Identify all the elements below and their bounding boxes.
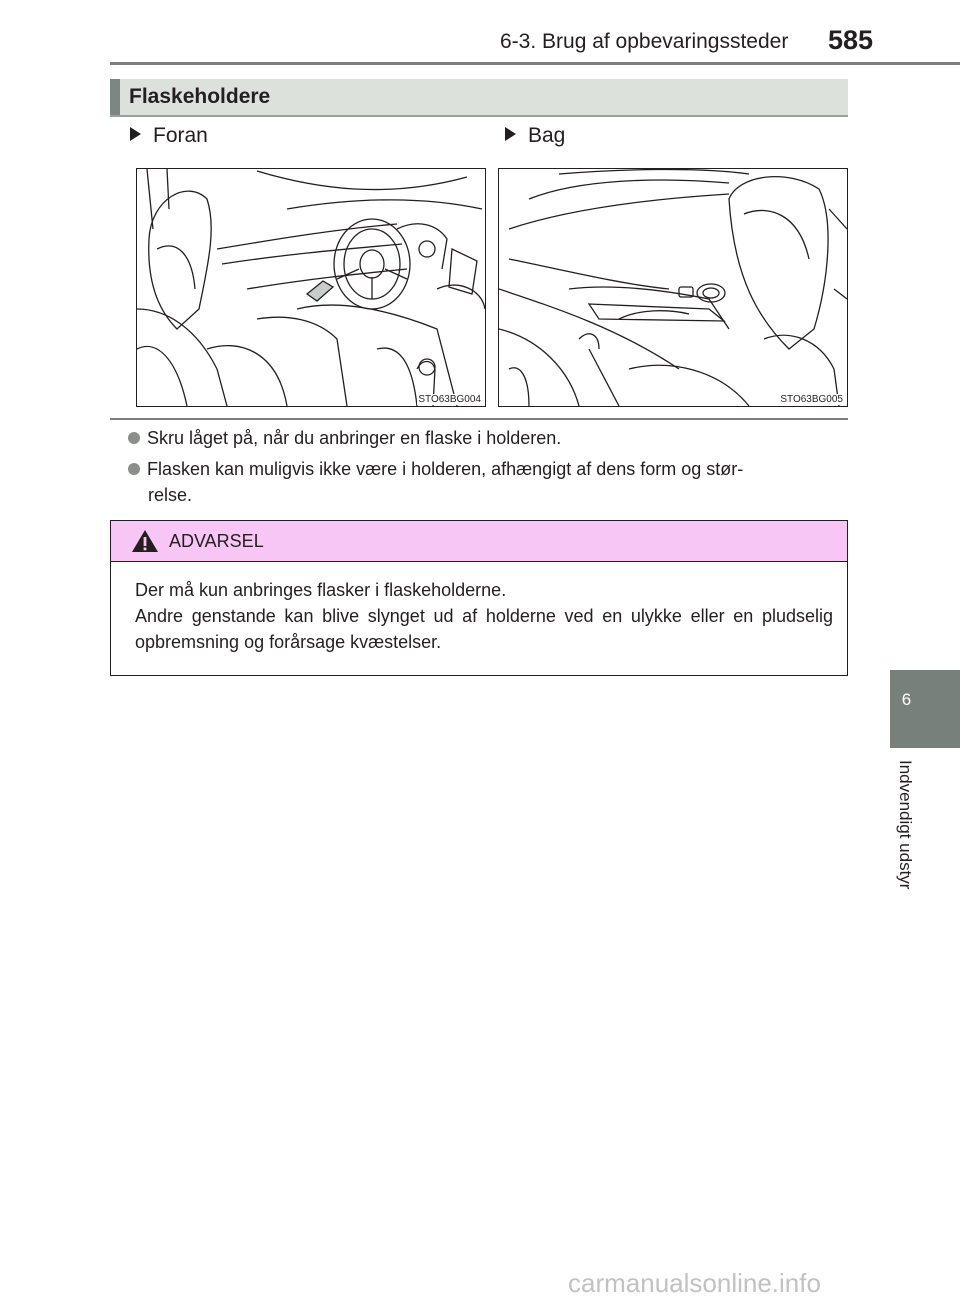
bullet-dot-icon xyxy=(128,463,140,475)
watermark: carmanualsonline.info xyxy=(568,1268,821,1298)
sub-label-front xyxy=(130,124,208,148)
warning-text-1: Der må kun anbringes flasker i flaskeholderne. xyxy=(135,580,507,600)
chapter-label: Indvendigt udstyr xyxy=(896,760,915,890)
illustration-code-front: STO63BG004 xyxy=(418,394,481,405)
page-number: 585 xyxy=(828,25,874,55)
section-title: Flaskeholdere xyxy=(129,85,271,108)
section-heading-bar xyxy=(110,79,120,115)
warning-header xyxy=(111,521,847,562)
warning-body xyxy=(135,577,833,655)
warning-box xyxy=(110,520,848,676)
header-section-title: 6-3. Brug af opbevaringssteder xyxy=(500,30,789,53)
sub-label-rear xyxy=(505,124,565,148)
bullet-item xyxy=(128,456,853,508)
bullet-text-line1: Flasken kan muligvis ikke være i holderen, afhængigt af dens form og stør- xyxy=(147,459,744,479)
warning-text-2: Andre genstande kan blive slynget ud af holderne ved en ulykke eller en pludselig opbremsning og forårsage kvæstelser. xyxy=(135,606,833,652)
bullet-item xyxy=(128,425,561,451)
arrow-right-icon xyxy=(505,127,516,141)
sub-label-front-text: Foran xyxy=(153,124,208,147)
header-divider xyxy=(110,62,960,65)
warning-triangle-icon xyxy=(131,529,159,553)
section-divider xyxy=(110,418,848,420)
rear-cup-holder-illustration xyxy=(498,168,848,407)
sub-label-rear-text: Bag xyxy=(528,124,566,147)
bullet-dot-icon xyxy=(128,432,140,444)
front-cup-holder-illustration xyxy=(136,168,486,407)
illustration-code-rear: STO63BG005 xyxy=(780,394,843,405)
warning-label: ADVARSEL xyxy=(169,531,264,551)
bullet-text-line2: relse. xyxy=(148,485,193,505)
chapter-number: 6 xyxy=(901,690,912,709)
bullet-text: Skru låget på, når du anbringer en flaske i holderen. xyxy=(147,428,562,448)
section-heading xyxy=(110,79,848,117)
arrow-right-icon xyxy=(130,127,141,141)
